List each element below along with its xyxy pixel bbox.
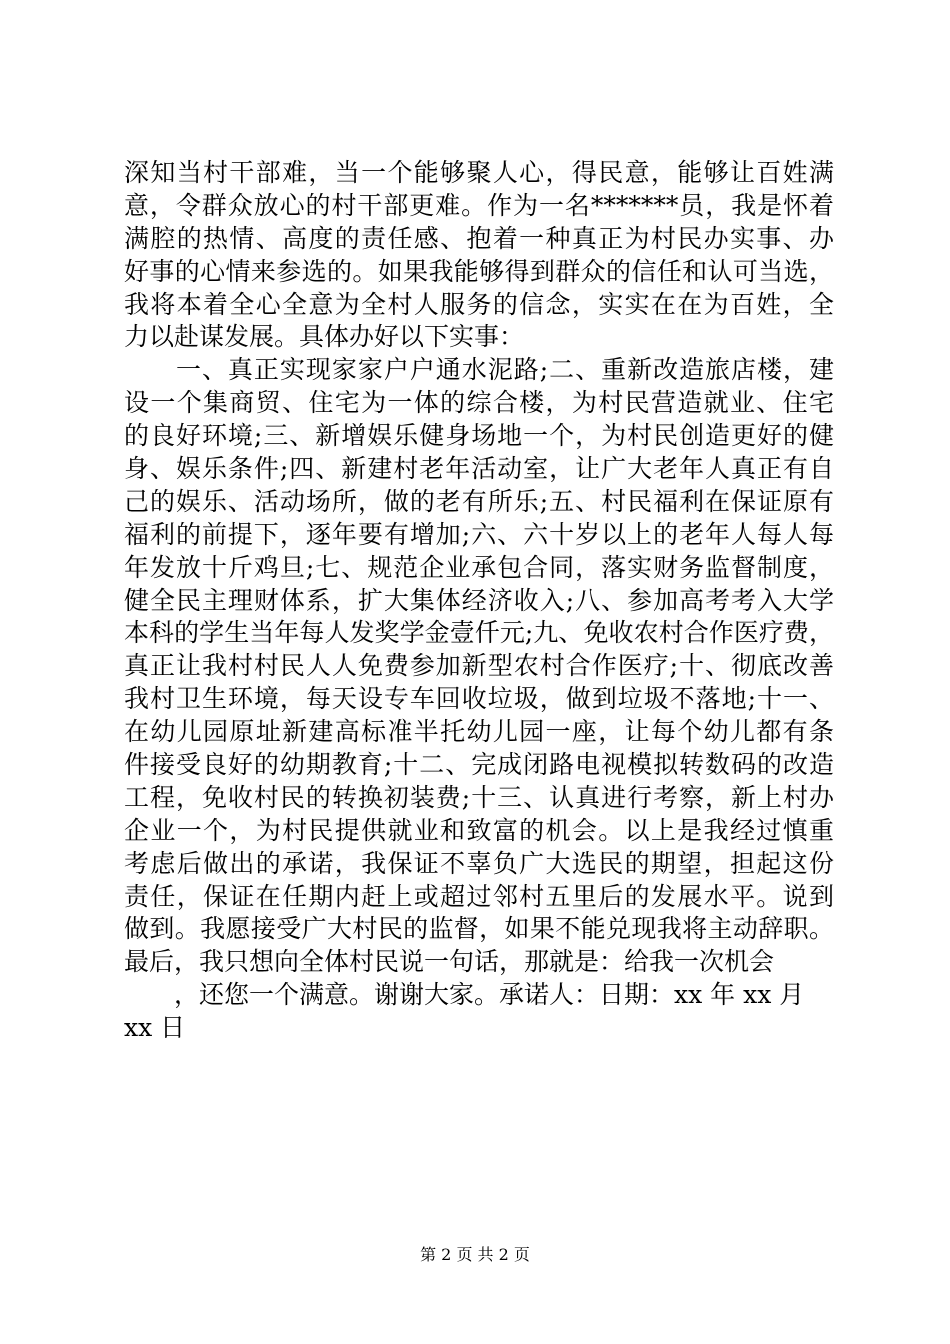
body-line: 福利的前提下，逐年要有增加;六、六十岁以上的老年人每人每	[124, 519, 834, 549]
body-line: 做到。我愿接受广大村民的监督，如果不能兑现我将主动辞职。	[124, 914, 834, 944]
body-line: 一、真正实现家家户户通水泥路;二、重新改造旅店楼，建	[124, 355, 834, 385]
page-footer	[0, 1244, 950, 1266]
body-line: 件接受良好的幼期教育;十二、完成闭路电视模拟转数码的改造	[124, 750, 834, 780]
body-line: 考虑后做出的承诺，我保证不辜负广大选民的期望，担起这份	[124, 848, 834, 878]
page-number: 第 2 页 共 2 页	[420, 1245, 530, 1264]
body-line: 身、娱乐条件;四、新建村老年活动室，让广大老年人真正有自	[124, 454, 834, 484]
document-body	[124, 157, 834, 1045]
body-line: 工程，免收村民的转换初装费;十三、认真进行考察，新上村办	[124, 782, 834, 812]
body-line: 在幼儿园原址新建高标准半托幼儿园一座，让每个幼儿都有条	[124, 717, 834, 747]
body-line: 设一个集商贸、住宅为一体的综合楼，为村民营造就业、住宅	[124, 388, 834, 418]
body-line: 好事的心情来参选的。如果我能够得到群众的信任和认可当选，	[124, 256, 834, 286]
body-line: 本科的学生当年每人发奖学金壹仟元;九、免收农村合作医疗费，	[124, 618, 834, 648]
body-line: 健全民主理财体系，扩大集体经济收入;八、参加高考考入大学	[124, 585, 834, 615]
body-line: 最后，我只想向全体村民说一句话，那就是：给我一次机会	[124, 947, 775, 977]
body-line: 我村卫生环境，每天设专车回收垃圾，做到垃圾不落地;十一、	[124, 684, 834, 714]
body-line: 满腔的热情、高度的责任感、抱着一种真正为村民办实事、办	[124, 223, 834, 253]
body-line: 企业一个，为村民提供就业和致富的机会。以上是我经过慎重	[124, 815, 834, 845]
body-line: 责任，保证在任期内赶上或超过邻村五里后的发展水平。说到	[124, 881, 834, 911]
body-line: 的良好环境;三、新增娱乐健身场地一个，为村民创造更好的健	[124, 421, 834, 451]
body-line: 真正让我村村民人人免费参加新型农村合作医疗;十、彻底改善	[124, 651, 834, 681]
body-line: 年发放十斤鸡旦;七、规范企业承包合同，落实财务监督制度，	[124, 552, 834, 582]
body-line: 己的娱乐、活动场所，做的老有所乐;五、村民福利在保证原有	[124, 486, 834, 516]
body-line: ，还您一个满意。谢谢大家。承诺人：日期：xx 年 xx 月	[124, 980, 805, 1010]
body-line: 我将本着全心全意为全村人服务的信念，实实在在为百姓，全	[124, 289, 834, 319]
body-line: xx 日	[124, 1013, 186, 1043]
body-line: 力以赴谋发展。具体办好以下实事：	[124, 322, 525, 352]
body-line: 深知当村干部难，当一个能够聚人心，得民意，能够让百姓满	[124, 158, 834, 187]
body-line: 意，令群众放心的村干部更难。作为一名*******员，我是怀着	[124, 190, 834, 220]
